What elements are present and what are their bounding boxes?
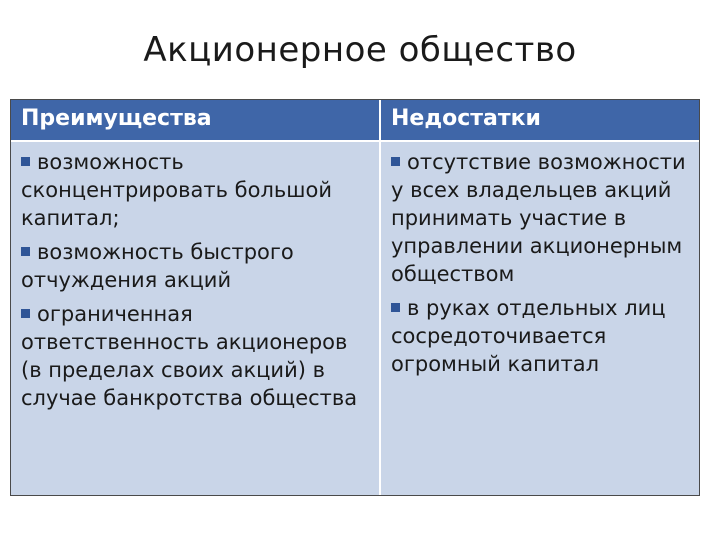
disadvantage-item (391, 148, 693, 288)
disadvantage-text: в руках отдельных лиц сосредоточивается огромный капитал (391, 296, 666, 376)
square-bullet-icon (21, 247, 30, 256)
disadvantage-text: отсутствие возможности у всех владельцев акций принимать участие в управлении акционерным обществом (391, 150, 686, 286)
square-bullet-icon (391, 157, 400, 166)
disadvantage-item (391, 294, 693, 378)
advantages-header: Преимущества (11, 100, 381, 140)
square-bullet-icon (21, 157, 30, 166)
advantage-item (21, 238, 373, 294)
square-bullet-icon (21, 309, 30, 318)
advantage-item (21, 148, 373, 232)
disadvantages-header: Недостатки (381, 100, 699, 140)
advantage-text: возможность сконцентрировать большой капитал; (21, 150, 332, 230)
advantage-text: возможность быстрого отчуждения акций (21, 240, 294, 292)
square-bullet-icon (391, 303, 400, 312)
advantage-item (21, 300, 373, 412)
disadvantages-cell (381, 140, 699, 495)
comparison-table (10, 99, 700, 496)
advantages-cell (11, 140, 381, 495)
advantage-text: ограниченная ответственность акционеров (в пределах своих акций) в случае банкротства общества (21, 302, 358, 410)
slide-title: Акционерное общество (143, 30, 577, 70)
